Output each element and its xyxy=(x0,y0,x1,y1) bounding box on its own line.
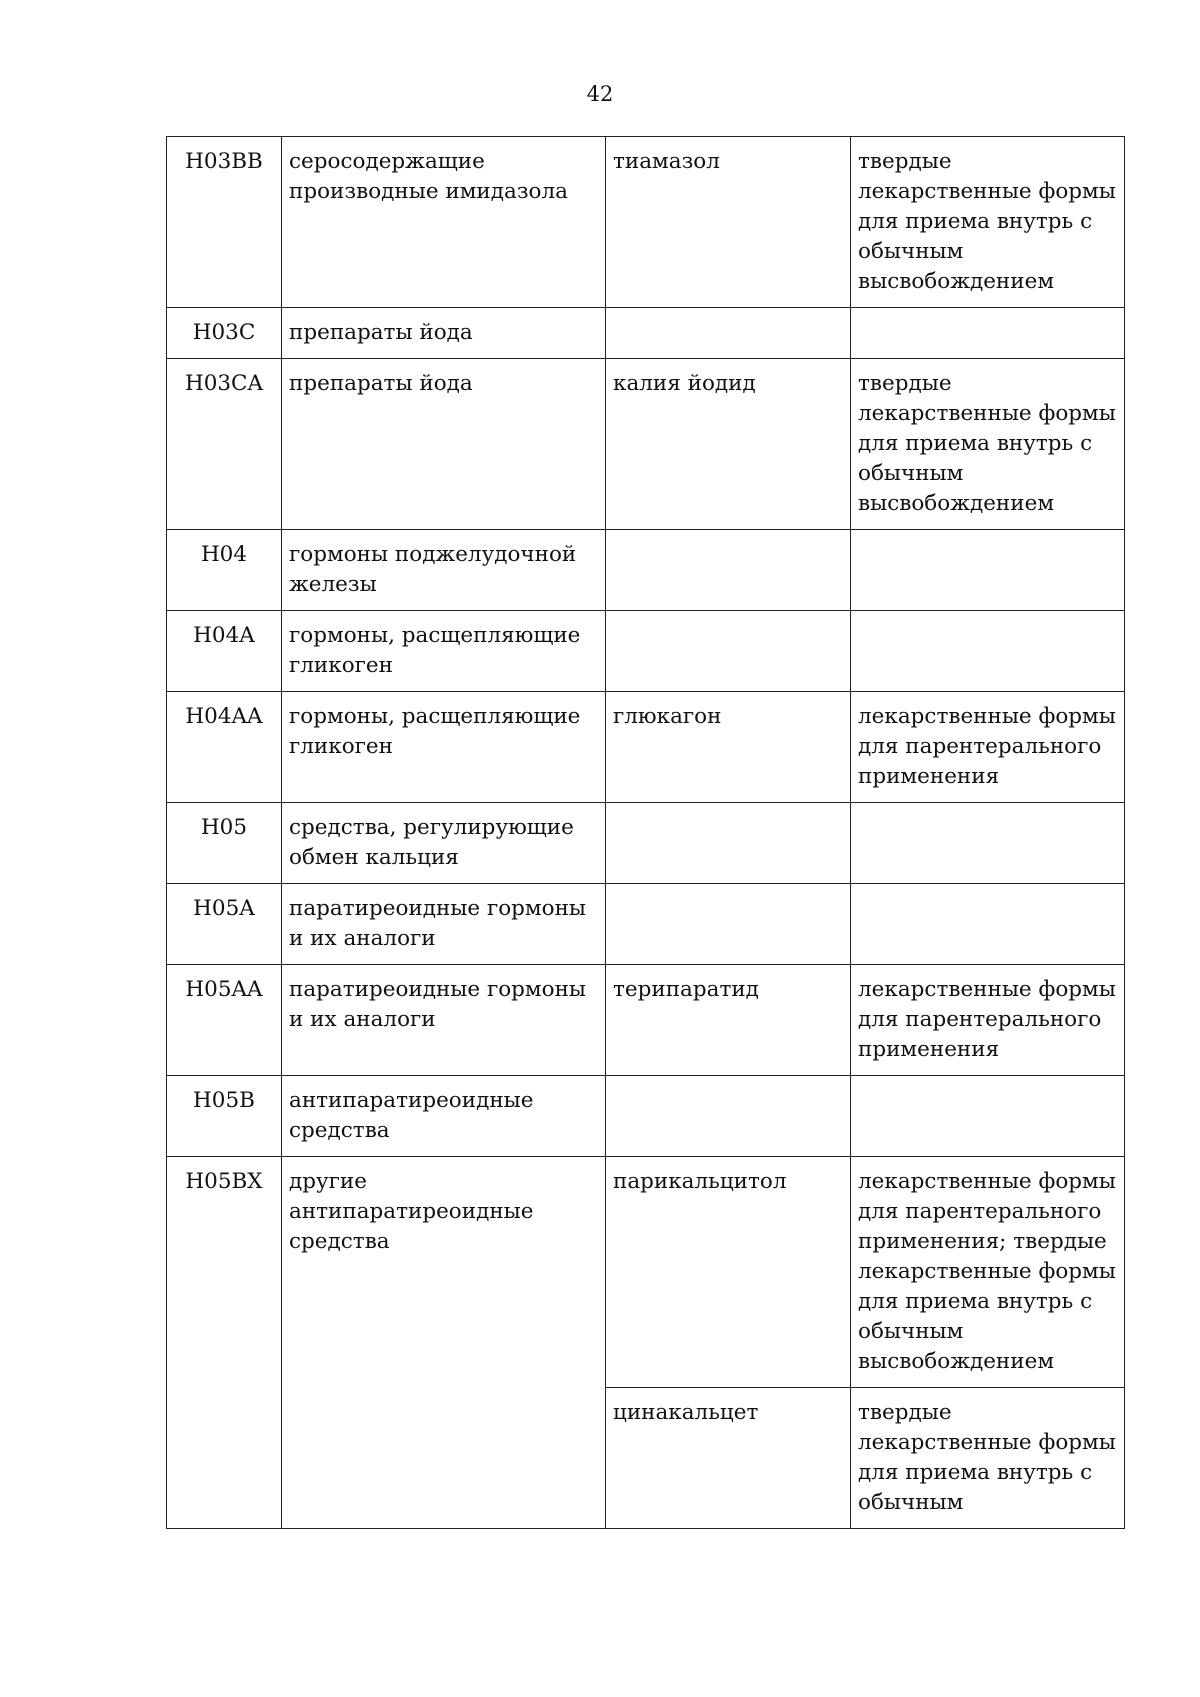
group-name: антипаратиреоидные средства xyxy=(282,1076,606,1157)
dosage-form: твердые лекарственные формы для приема внутрь с обычным высвобождением xyxy=(851,359,1125,530)
table-row xyxy=(167,137,1125,308)
drug-table xyxy=(166,136,1125,1529)
dosage-form: лекарственные формы для парентерального применения; твердые лекарственные формы для приема внутрь с обычным высвобождением xyxy=(851,1157,1125,1388)
group-name: гормоны поджелудочной железы xyxy=(282,530,606,611)
drug-name: терипаратид xyxy=(606,965,851,1076)
drug-name: калия йодид xyxy=(606,359,851,530)
table-row xyxy=(167,1076,1125,1157)
table-row xyxy=(167,308,1125,359)
atc-code: H05 xyxy=(167,803,282,884)
group-name: серосодержащие производные имидазола xyxy=(282,137,606,308)
drug-name xyxy=(606,1076,851,1157)
atc-code: H05AA xyxy=(167,965,282,1076)
dosage-form xyxy=(851,1076,1125,1157)
dosage-form xyxy=(851,530,1125,611)
atc-code: H04A xyxy=(167,611,282,692)
table-row xyxy=(167,359,1125,530)
table-row xyxy=(167,530,1125,611)
group-name: паратиреоидные гормоны и их аналоги xyxy=(282,965,606,1076)
dosage-form xyxy=(851,803,1125,884)
dosage-form: лекарственные формы для парентерального применения xyxy=(851,965,1125,1076)
drug-name: парикальцитол xyxy=(606,1157,851,1388)
atc-code: H05A xyxy=(167,884,282,965)
dosage-form: твердые лекарственные формы для приема внутрь с обычным высвобождением xyxy=(851,137,1125,308)
drug-name xyxy=(606,803,851,884)
drug-name xyxy=(606,308,851,359)
group-name: другие антипаратиреоидные средства xyxy=(282,1157,606,1529)
table-row xyxy=(167,611,1125,692)
drug-name: тиамазол xyxy=(606,137,851,308)
group-name: гормоны, расщепляющие гликоген xyxy=(282,692,606,803)
atc-code: H03BB xyxy=(167,137,282,308)
dosage-form xyxy=(851,884,1125,965)
drug-name: глюкагон xyxy=(606,692,851,803)
group-name: средства, регулирующие обмен кальция xyxy=(282,803,606,884)
table-row xyxy=(167,884,1125,965)
atc-code: H03C xyxy=(167,308,282,359)
table-row xyxy=(167,803,1125,884)
group-name: препараты йода xyxy=(282,308,606,359)
dosage-form xyxy=(851,308,1125,359)
dosage-form: лекарственные формы для парентерального применения xyxy=(851,692,1125,803)
table-row xyxy=(167,1157,1125,1388)
drug-name xyxy=(606,611,851,692)
table-row xyxy=(167,692,1125,803)
atc-code: H05B xyxy=(167,1076,282,1157)
atc-code: H03CA xyxy=(167,359,282,530)
group-name: препараты йода xyxy=(282,359,606,530)
drug-name xyxy=(606,884,851,965)
atc-code: H05BX xyxy=(167,1157,282,1529)
group-name: паратиреоидные гормоны и их аналоги xyxy=(282,884,606,965)
atc-code: H04 xyxy=(167,530,282,611)
table-row xyxy=(167,965,1125,1076)
dosage-form: твердые лекарственные формы для приема внутрь с обычным xyxy=(851,1388,1125,1529)
atc-code: H04AA xyxy=(167,692,282,803)
drug-name xyxy=(606,530,851,611)
dosage-form xyxy=(851,611,1125,692)
drug-name: цинакальцет xyxy=(606,1388,851,1529)
page-number: 42 xyxy=(586,82,614,106)
group-name: гормоны, расщепляющие гликоген xyxy=(282,611,606,692)
